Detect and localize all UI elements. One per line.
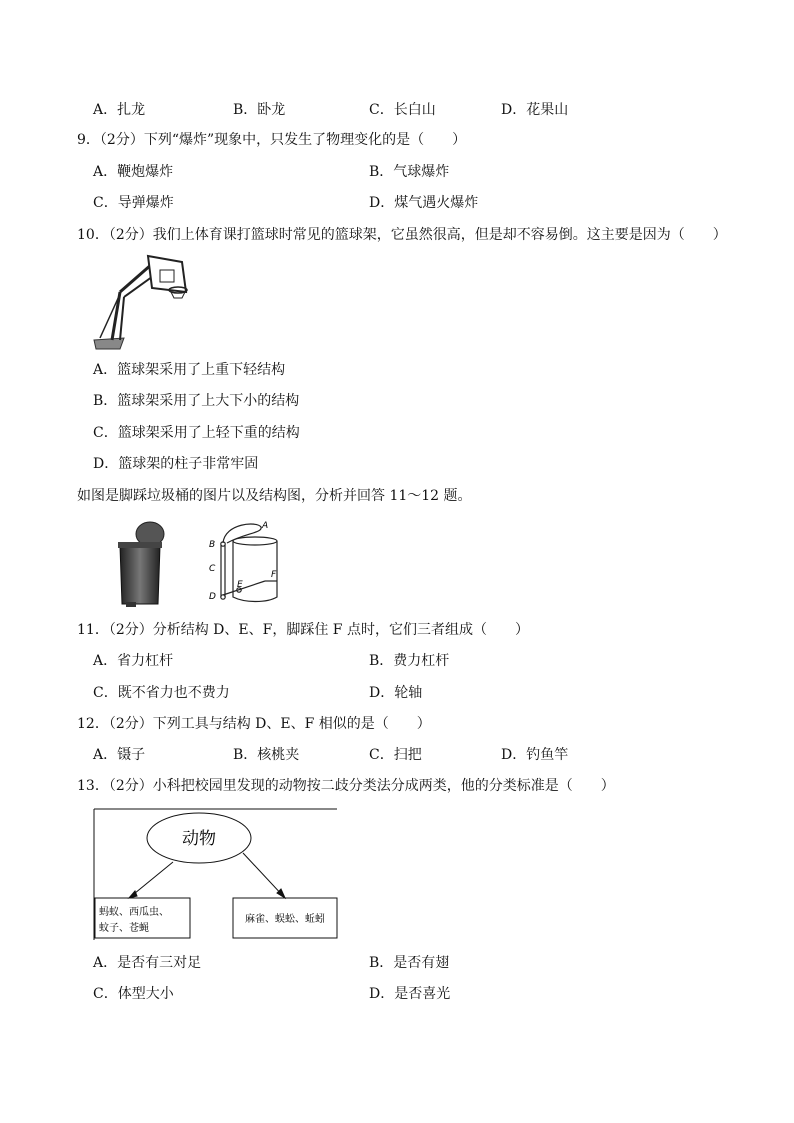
q9-option-b: B．气球爆炸 (369, 164, 450, 180)
q11-option-a: A．省力杠杆 (93, 653, 174, 669)
q12-stem: 12．（2分）下列工具与结构 D、E、F 相似的是（ ） (77, 716, 431, 732)
q12-option-b: B．核桃夹 (233, 747, 300, 763)
diagram-left-line-1: 蚂蚁、西瓜虫、 (99, 907, 169, 918)
classification-diagram (93, 808, 343, 942)
q8-option-b: B．卧龙 (233, 102, 286, 118)
diagram-right-label: 麻雀、蜈蚣、蚯蚓 (245, 914, 325, 925)
label-e: E (237, 580, 243, 590)
q8-option-a: A．扎龙 (93, 102, 146, 118)
basketball-hoop-figure (90, 252, 200, 352)
q9-option-a: A．鞭炮爆炸 (93, 164, 174, 180)
label-c: C (209, 564, 216, 574)
q13-stem: 13．（2分）小科把校园里发现的动物按二歧分类法分成两类，他的分类标准是（ ） (77, 778, 615, 794)
label-b: B (209, 540, 216, 550)
q10-option-a: A．篮球架采用了上重下轻结构 (93, 362, 286, 378)
q12-option-c: C．扫把 (369, 747, 422, 763)
label-d: D (209, 592, 216, 602)
q11-option-d: D．轮轴 (369, 685, 423, 701)
diagram-root-label: 动物 (182, 829, 216, 849)
q10-option-d: D．篮球架的柱子非常牢固 (93, 456, 259, 472)
q12-option-a: A．镊子 (93, 747, 146, 763)
q11-option-c: C．既不省力也不费力 (93, 685, 230, 701)
q13-option-b: B．是否有翅 (369, 955, 450, 971)
q13-option-d: D．是否喜光 (369, 986, 451, 1002)
pedal-bin-photo (108, 518, 174, 610)
intro-11-12: 如图是脚踩垃圾桶的图片以及结构图，分析并回答 11～12 题。 (77, 488, 472, 504)
pedal-bin-structure-diagram (205, 517, 289, 609)
q10-option-b: B．篮球架采用了上大下小的结构 (93, 393, 300, 409)
q8-option-c: C．长白山 (369, 102, 436, 118)
q11-option-b: B．费力杠杆 (369, 653, 450, 669)
label-a: A (262, 521, 269, 531)
q13-option-a: A．是否有三对足 (93, 955, 202, 971)
q13-option-c: C．体型大小 (93, 986, 174, 1002)
q12-option-d: D．钓鱼竿 (501, 747, 569, 763)
q9-stem: 9．（2分）下列“爆炸”现象中，只发生了物理变化的是（ ） (77, 132, 467, 148)
q9-option-c: C．导弹爆炸 (93, 195, 174, 211)
q10-stem: 10．（2分）我们上体育课打篮球时常见的篮球架，它虽然很高，但是却不容易倒。这主要是因为（ ） (77, 227, 727, 243)
q9-option-d: D．煤气遇火爆炸 (369, 195, 479, 211)
q10-option-c: C．篮球架采用了上轻下重的结构 (93, 425, 300, 441)
diagram-left-line-2: 蚊子、苍蝇 (99, 923, 149, 934)
label-f: F (271, 570, 277, 580)
q8-option-d: D．花果山 (501, 102, 569, 118)
q11-stem: 11．（2分）分析结构 D、E、F，脚踩住 F 点时，它们三者组成（ ） (77, 622, 529, 638)
